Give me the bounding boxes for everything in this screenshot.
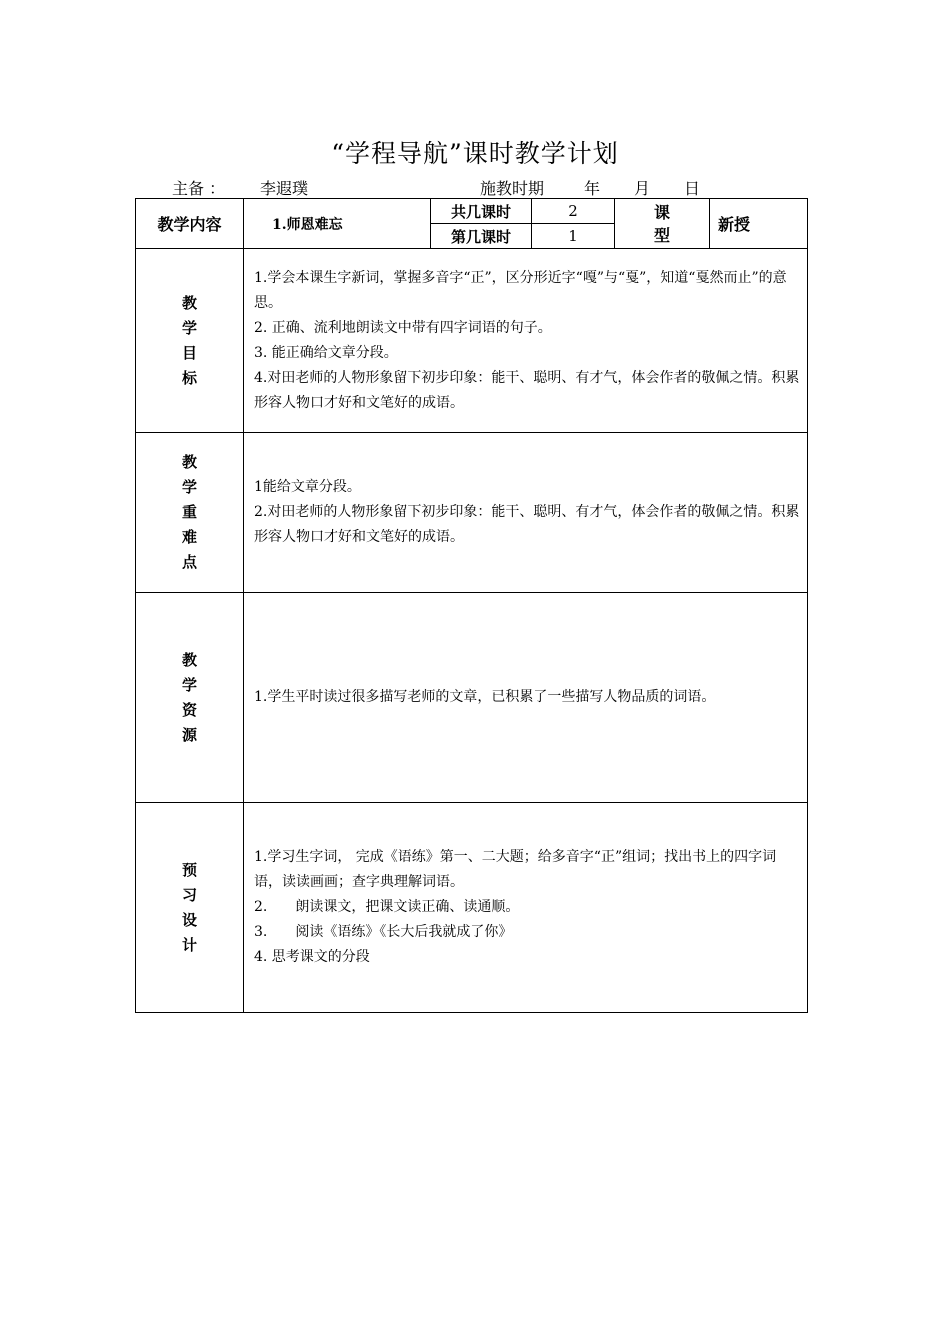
goals-line: 4.对田老师的人物形象留下初步印象：能干、聪明、有才气，体会作者的敬佩之情。积累形容人物口才好和文笔好的成语。 — [254, 369, 800, 411]
goals-label — [136, 249, 244, 433]
preview-label-char: 设 — [181, 910, 197, 929]
key-points-label — [136, 433, 244, 593]
day-label: 日 — [684, 179, 701, 198]
preview-line: 3. 阅读《语练》《长大后我就成了你》 — [254, 924, 513, 940]
resources-content — [244, 593, 808, 803]
resources-label-char: 源 — [181, 725, 197, 744]
key-points-label-char: 学 — [181, 478, 197, 496]
key-points-row — [136, 433, 808, 593]
preparer-name: 李遐璞 — [260, 179, 309, 198]
key-points-label-char: 重 — [181, 503, 197, 521]
key-points-label-char: 难 — [181, 528, 197, 546]
preview-label-char: 计 — [181, 935, 197, 954]
preview-line: 4. 思考课文的分段 — [254, 949, 370, 965]
goals-line: 1.学会本课生字新词，掌握多音字“正”，区分形近字“嘎”与“戛”，知道“戛然而止”的意思。 — [254, 269, 787, 311]
month-label: 月 — [634, 179, 651, 198]
goals-label-char: 目 — [181, 343, 197, 362]
goals-content — [244, 249, 808, 433]
year-label: 年 — [584, 179, 601, 198]
preview-content — [244, 803, 808, 1013]
current-period-label: 第几课时 — [431, 224, 532, 249]
preview-line: 1.学习生字词， 完成《语练》第一、二大题；给多音字“正”组词；找出书上的四字词语，读读画画；查字典理解词语。 — [254, 849, 777, 890]
period-label: 施教时期 — [480, 179, 545, 198]
resources-label-char: 学 — [181, 675, 197, 694]
lesson-type-label — [615, 199, 710, 249]
preview-label — [136, 803, 244, 1013]
preview-label-char: 预 — [181, 860, 197, 879]
key-points-label-char: 教 — [181, 453, 197, 471]
total-periods-value: 2 — [532, 199, 615, 224]
resources-label-char: 资 — [181, 700, 197, 719]
key-points-label-char: 点 — [181, 553, 197, 571]
preview-row — [136, 803, 808, 1013]
resources-row — [136, 593, 808, 803]
type-label-char-2: 型 — [653, 225, 670, 245]
page-title: “学程导航”课时教学计划 — [331, 139, 619, 168]
resources-label-char: 教 — [181, 650, 197, 669]
lesson-plan-table — [135, 198, 808, 1013]
total-periods-label: 共几课时 — [431, 199, 532, 224]
resources-label — [136, 593, 244, 803]
resources-line: 1.学生平时读过很多描写老师的文章，已积累了一些描写人物品质的词语。 — [254, 689, 716, 705]
goals-label-char: 标 — [181, 368, 197, 387]
key-points-content — [244, 433, 808, 593]
content-label: 教学内容 — [136, 199, 244, 249]
goals-row — [136, 249, 808, 433]
preview-label-char: 习 — [181, 885, 197, 904]
type-label-char-1: 课 — [653, 202, 670, 222]
lesson-name: 1.师恩难忘 — [244, 199, 431, 249]
goals-line: 2. 正确、流利地朗读文中带有四字词语的句子。 — [254, 319, 552, 336]
goals-label-char: 教 — [181, 293, 197, 312]
goals-line: 3. 能正确给文章分段。 — [254, 344, 398, 361]
header-meta — [172, 176, 812, 198]
key-points-line: 1能给文章分段。 — [254, 479, 361, 495]
preview-line: 2. 朗读课文，把课文读正确、读通顺。 — [254, 899, 520, 915]
current-period-value: 1 — [532, 224, 615, 249]
key-points-line: 2.对田老师的人物形象留下初步印象：能干、聪明、有才气，体会作者的敬佩之情。积累形容人物口才好和文笔好的成语。 — [254, 504, 800, 545]
lesson-type-value: 新授 — [710, 199, 808, 249]
goals-label-char: 学 — [181, 318, 197, 337]
preparer-label: 主备 ： — [172, 179, 226, 198]
